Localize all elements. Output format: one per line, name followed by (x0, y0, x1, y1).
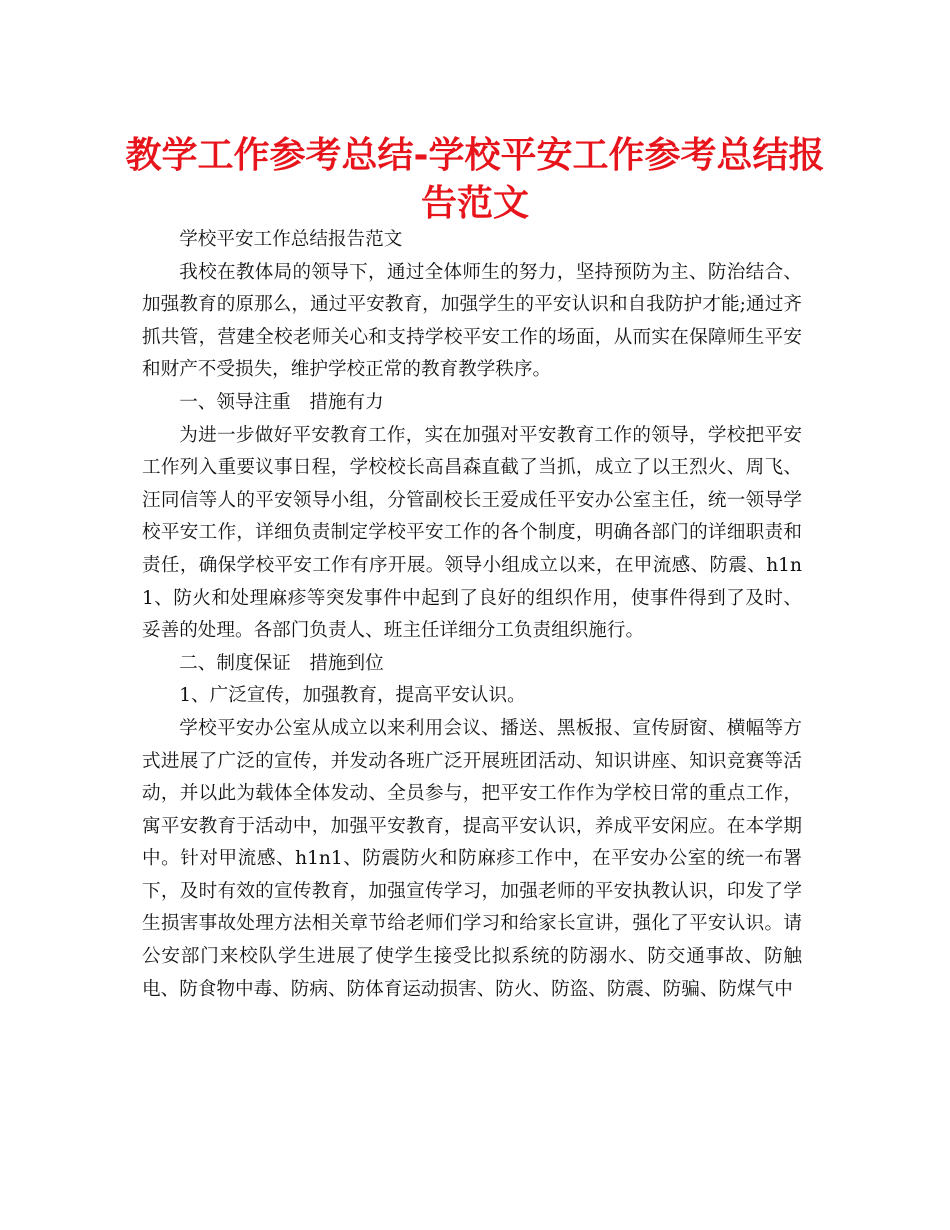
section-heading-1: 一、领导注重 措施有力 (179, 391, 384, 413)
document-body (142, 224, 802, 1006)
section-heading-2: 二、制度保证 措施到位 (179, 652, 384, 674)
body-paragraph: 为进一步做好平安教育工作，实在加强对平安教育工作的领导，学校把平安工作列入重要议事日程，学校校长高昌森直截了当抓，成立了以王烈火、周飞、汪同信等人的平安领导小组，分管副校长王爱成任平安办公室主任，统一领导学校平安工作，详细负责制定学校平安工作的各个制度，明确各部门的详细职责和责任，确保学校平安工作有序开展。领导小组成立以来，在甲流感、防震、h1n1、防火和处理麻疹等突发事件中起到了良好的组织作用，使事件得到了及时、妥善的处理。各部门负责人、班主任详细分工负责组织施行。 (142, 424, 802, 642)
subsection-heading-1: 1、广泛宣传，加强教育，提高平安认识。 (179, 685, 526, 707)
body-paragraph: 学校平安办公室从成立以来利用会议、播送、黑板报、宣传厨窗、横幅等方式进展了广泛的宣传，并发动各班广泛开展班团活动、知识讲座、知识竞赛等活动，并以此为载体全体发动、全员参与，把平安工作作为学校日常的重点工作，寓平安教育于活动中，加强平安教育，提高平安认识，养成平安闲应。在本学期中。针对甲流感、h1n1、防震防火和防麻疹工作中，在平安办公室的统一布署下，及时有效的宣传教育，加强宣传学习，加强老师的平安执教认识，印发了学生损害事故处理方法相关章节给老师们学习和给家长宣讲，强化了平安认识。请公安部门来校队学生进展了使学生接受比拟系统的防溺水、防交通事故、防触电、防食物中毒、防病、防体育运动损害、防火、防盗、防震、防骗、防煤气中 (142, 717, 802, 1000)
subtitle-paragraph: 学校平安工作总结报告范文 (179, 229, 403, 250)
intro-paragraph: 我校在教体局的领导下，通过全体师生的努力，坚持预防为主、防治结合、加强教育的原那么，通过平安教育，加强学生的平安认识和自我防护才能;通过齐抓共管，营建全校老师关心和支持学校平安工作的场面，从而实在保障师生平安和财产不受损失，维护学校正常的教育教学秩序。 (142, 261, 802, 381)
document-title: 教学工作参考总结-学校平安工作参考总结报告范文 (125, 135, 825, 224)
